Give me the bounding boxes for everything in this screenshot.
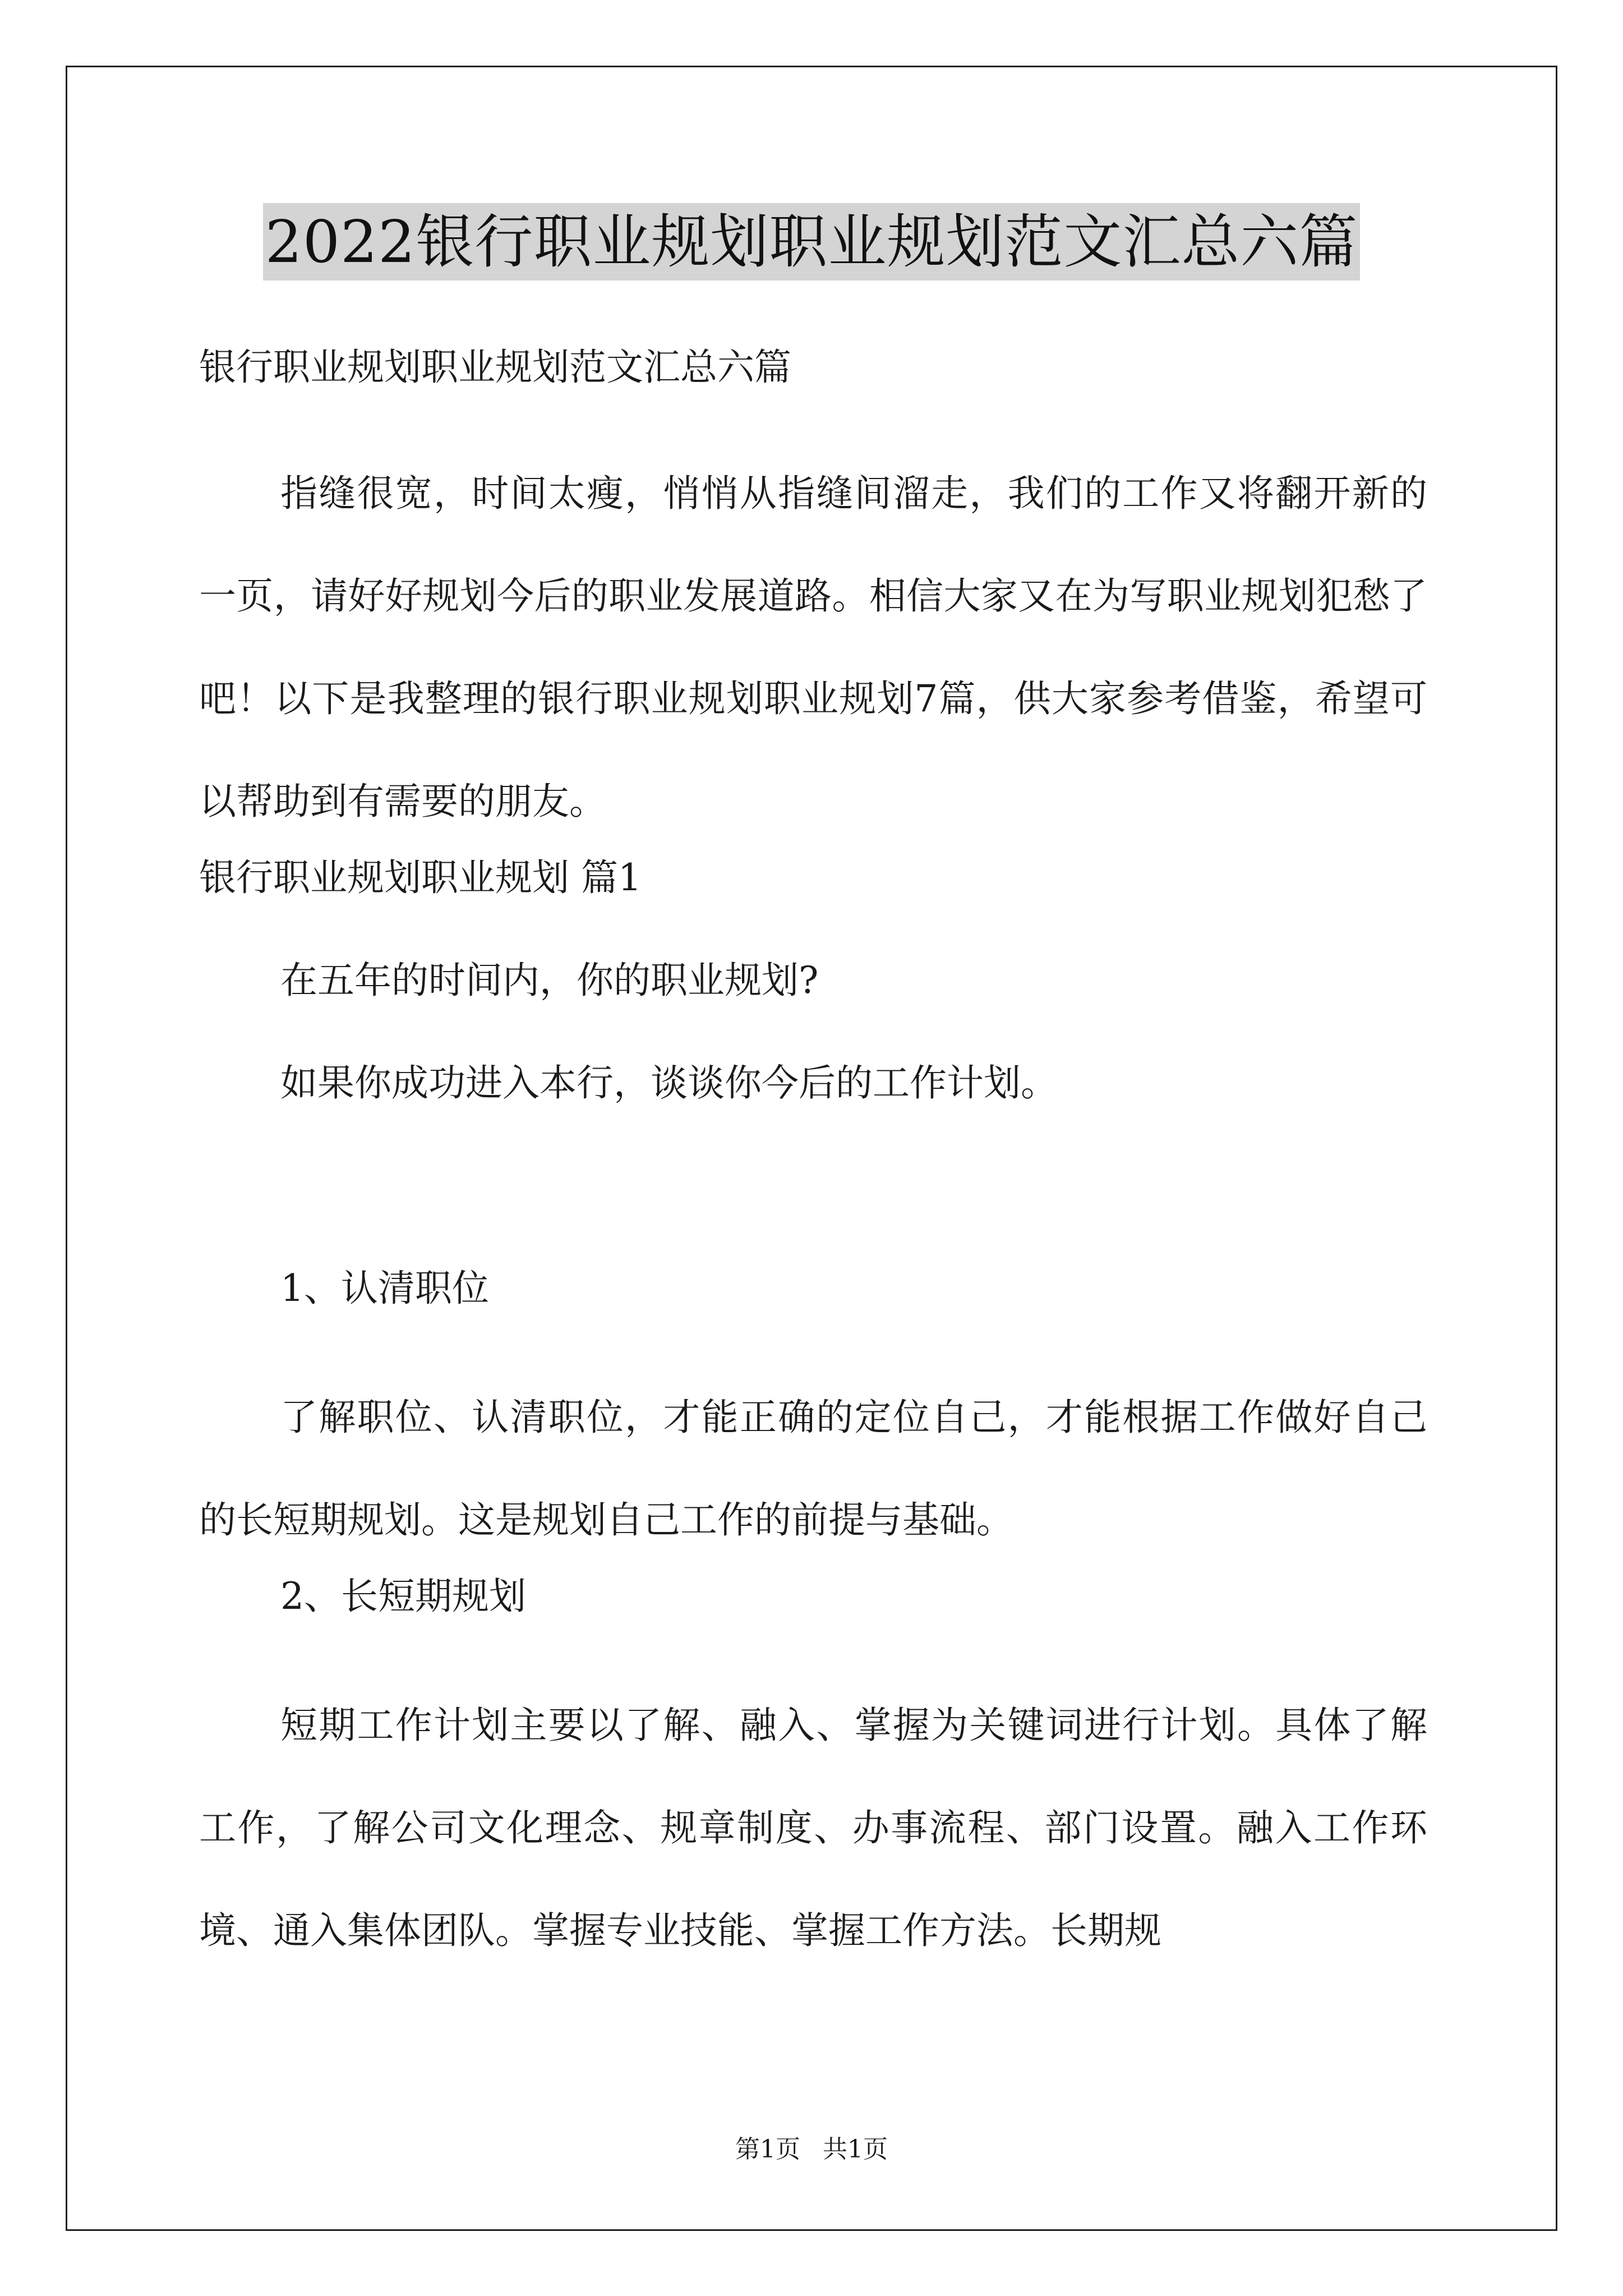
question-2: 如果你成功进入本行，谈谈你今后的工作计划。: [280, 1061, 1058, 1105]
item-1-heading: 1、认清职位: [280, 1267, 489, 1310]
document-title: 2022银行职业规划职业规划范文汇总六篇: [263, 203, 1361, 280]
intro-line-4: 参考借鉴，希望可以帮助到有需要的朋友。: [199, 677, 1427, 823]
item-1-line-2: 自己的长短期规划。这是规划自己工作的前提与基础。: [199, 1396, 1428, 1542]
page-number-total: 共1页: [823, 2135, 888, 2164]
intro-paragraph: [199, 442, 1427, 853]
page-footer: [0, 2133, 1623, 2166]
item-1-paragraph: [199, 1366, 1427, 1571]
intro-line-2: 新的一页，请好好规划今后的职业发展道路。相信大家又在为写职业: [199, 472, 1428, 618]
item-2-line-2: 了解工作，了解公司文化理念、规章制度、办事流程、部门设置。融: [199, 1704, 1428, 1849]
intro-line-3: 规划犯愁了吧！以下是我整理的银行职业规划职业规划7篇，供大家: [199, 574, 1427, 720]
item-2-heading: 2、长短期规划: [280, 1575, 526, 1618]
section-heading: 银行职业规划职业规划 篇1: [199, 856, 642, 899]
item-1-line-1: 了解职位、认清职位，才能正确的定位自己，才能根据工作做好: [280, 1396, 1352, 1439]
question-1: 在五年的时间内，你的职业规划?: [280, 959, 819, 1002]
intro-line-1: 指缝很宽，时间太瘦，悄悄从指缝间溜走，我们的工作又将翻开: [280, 472, 1352, 515]
page-number-current: 第1页: [735, 2135, 800, 2164]
document-subtitle: 银行职业规划职业规划范文汇总六篇: [199, 346, 791, 389]
item-2-line-3: 入工作环境、通入集体团队。掌握专业技能、掌握工作方法。长期规: [199, 1806, 1428, 1952]
title-container: [0, 203, 1623, 280]
item-2-line-1: 短期工作计划主要以了解、融入、掌握为关键词进行计划。具体: [280, 1704, 1352, 1747]
item-2-paragraph: [199, 1674, 1427, 1982]
document-body: [199, 303, 1427, 1982]
